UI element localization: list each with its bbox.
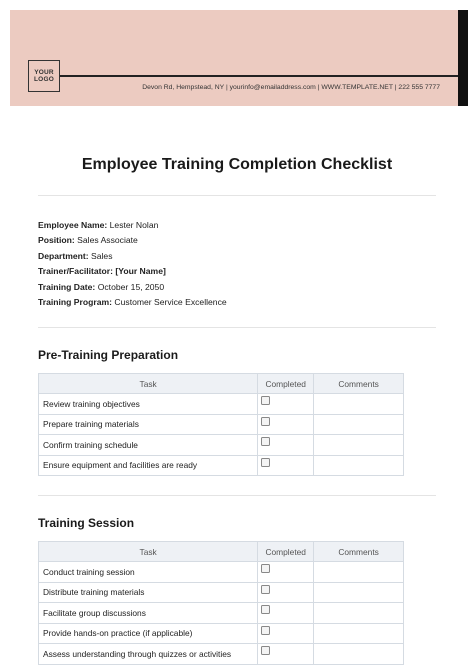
contact-info: Devon Rd, Hempstead, NY | yourinfo@emailaddress.com | WWW.TEMPLATE.NET | 222 555 7777 bbox=[142, 84, 440, 91]
completed-checkbox[interactable] bbox=[261, 646, 270, 655]
section-title: Pre-Training Preparation bbox=[38, 348, 179, 362]
completed-checkbox[interactable] bbox=[261, 585, 270, 594]
task-cell: Ensure equipment and facilities are ready bbox=[39, 455, 258, 476]
document-title: Employee Training Completion Checklist bbox=[81, 156, 393, 173]
table-row bbox=[39, 603, 404, 624]
divider bbox=[38, 195, 436, 196]
table-row bbox=[39, 562, 404, 583]
completed-checkbox[interactable] bbox=[261, 626, 270, 635]
divider bbox=[38, 327, 436, 328]
completed-checkbox[interactable] bbox=[261, 417, 270, 426]
task-cell: Provide hands-on practice (if applicable) bbox=[39, 623, 258, 644]
info-position: Position: Sales Associate bbox=[38, 235, 138, 246]
comments-cell[interactable] bbox=[314, 603, 404, 624]
completed-checkbox[interactable] bbox=[261, 458, 270, 467]
section-title: Training Session bbox=[38, 516, 135, 530]
completed-cell bbox=[258, 623, 314, 644]
task-cell: Confirm training schedule bbox=[39, 435, 258, 456]
task-cell: Conduct training session bbox=[39, 562, 258, 583]
completed-checkbox[interactable] bbox=[261, 564, 270, 573]
table-row bbox=[39, 455, 404, 476]
divider bbox=[38, 495, 436, 496]
comments-cell[interactable] bbox=[314, 644, 404, 665]
comments-cell[interactable] bbox=[314, 414, 404, 435]
column-header-task: Task bbox=[39, 542, 258, 562]
header-accent-bar bbox=[458, 10, 468, 106]
table-row bbox=[39, 623, 404, 644]
completed-cell bbox=[258, 414, 314, 435]
column-header-completed: Completed bbox=[258, 542, 314, 562]
comments-cell[interactable] bbox=[314, 582, 404, 603]
table-row bbox=[39, 435, 404, 456]
training-session-table bbox=[38, 541, 404, 665]
table-row bbox=[39, 582, 404, 603]
completed-cell bbox=[258, 582, 314, 603]
logo-line-1: YOUR bbox=[34, 69, 54, 76]
completed-checkbox[interactable] bbox=[261, 605, 270, 614]
column-header-comments: Comments bbox=[314, 374, 404, 394]
task-cell: Facilitate group discussions bbox=[39, 603, 258, 624]
completed-cell bbox=[258, 603, 314, 624]
info-department: Department: Sales bbox=[38, 250, 113, 261]
completed-cell bbox=[258, 455, 314, 476]
column-header-completed: Completed bbox=[258, 374, 314, 394]
info-employee-name: Employee Name: Lester Nolan bbox=[38, 220, 159, 230]
task-cell: Distribute training materials bbox=[39, 582, 258, 603]
header-divider bbox=[60, 75, 458, 77]
comments-cell[interactable] bbox=[314, 623, 404, 644]
completed-cell bbox=[258, 435, 314, 456]
completed-cell bbox=[258, 562, 314, 583]
comments-cell[interactable] bbox=[314, 455, 404, 476]
pre-training-table bbox=[38, 373, 404, 476]
employee-info bbox=[38, 218, 227, 310]
comments-cell[interactable] bbox=[314, 562, 404, 583]
task-cell: Review training objectives bbox=[39, 394, 258, 415]
header-band bbox=[10, 10, 458, 106]
completed-checkbox[interactable] bbox=[261, 396, 270, 405]
info-training-program: Training Program: Customer Service Excellence bbox=[38, 297, 227, 308]
info-trainer: Trainer/Facilitator: [Your Name] bbox=[38, 266, 166, 277]
completed-cell bbox=[258, 394, 314, 415]
table-row bbox=[39, 414, 404, 435]
column-header-comments: Comments bbox=[314, 542, 404, 562]
completed-cell bbox=[258, 644, 314, 665]
completed-checkbox[interactable] bbox=[261, 437, 270, 446]
table-row bbox=[39, 644, 404, 665]
column-header-task: Task bbox=[39, 374, 258, 394]
comments-cell[interactable] bbox=[314, 394, 404, 415]
logo bbox=[28, 60, 60, 92]
logo-line-2: LOGO bbox=[34, 76, 54, 83]
info-training-date: Training Date: October 15, 2050 bbox=[38, 281, 165, 292]
table-row bbox=[39, 394, 404, 415]
comments-cell[interactable] bbox=[314, 435, 404, 456]
task-cell: Prepare training materials bbox=[39, 414, 258, 435]
task-cell: Assess understanding through quizzes or activities bbox=[39, 644, 258, 665]
